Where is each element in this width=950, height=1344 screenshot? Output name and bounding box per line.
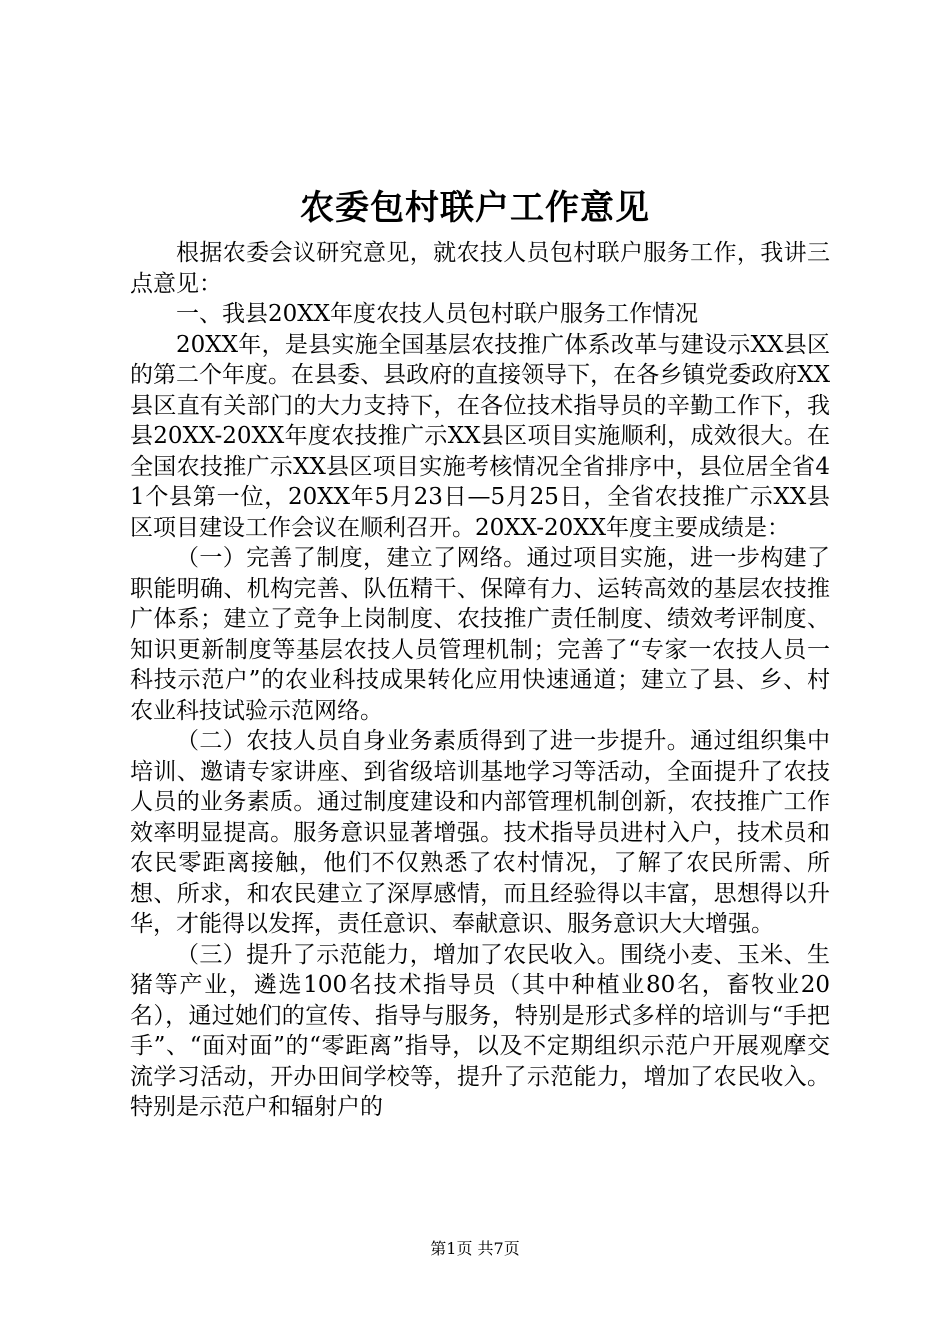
paragraph-item-2: （二）农技人员自身业务素质得到了进一步提升。通过组织集中培训、邀请专家讲座、到省级培训基地学习等活动，全面提升了农技人员的业务素质。通过制度建设和内部管理机制创新，农技推广工作效率明显提高。服务意识显著增强。技术指导员进村入户，技术员和农民零距离接触，他们不仅熟悉了农村情况，了解了农民所需、所想、所求，和农民建立了深厚感情，而且经验得以丰富，思想得以升华，才能得以发挥，责任意识、奉献意识、服务意识大大增强。 [130, 728, 830, 937]
document-title: 农委包村联户工作意见 [300, 188, 650, 228]
paragraph-overview: 20XX年，是县实施全国基层农技推广体系改革与建设示XX县区的第二个年度。在县委、县政府的直接领导下，在各乡镇党委政府XX县区直有关部门的大力支持下，在各位技术指导员的辛勤工作下，我县20XX-20XX年度农技推广示XX县区项目实施顺利，成效很大。在全国农技推广示XX县区项目实施考核情况全省排序中，县位居全省41个县第一位，20XX年5月23日—5月25日，全省农技推广示XX县区项目建设工作会议在顺利召开。20XX-20XX年度主要成绩是： [130, 331, 830, 541]
section-heading-1: 一、我县20XX年度农技人员包村联户服务工作情况 [176, 301, 699, 327]
paragraph-item-3: （三）提升了示范能力，增加了农民收入。围绕小麦、玉米、生猪等产业，遴选100名技术指导员（其中种植业80名，畜牧业20名），通过她们的宣传、指导与服务，特别是形式多样的培训与“手把手”、“面对面”的“零距离”指导，以及不定期组织示范户开展观摩交流学习活动，开办田间学校等，提升了示范能力，增加了农民收入。特别是示范户和辐射户的 [130, 941, 830, 1120]
paragraph-item-1: （一）完善了制度，建立了网络。通过项目实施，进一步构建了职能明确、机构完善、队伍精干、保障有力、运转高效的基层农技推广体系；建立了竞争上岗制度、农技推广责任制度、绩效考评制度、知识更新制度等基层农技人员管理机制；完善了“专家一农技人员一科技示范户”的农业科技成果转化应用快速通道；建立了县、乡、村农业科技试验示范网络。 [130, 545, 830, 724]
paragraph-intro: 根据农委会议研究意见，就农技人员包村联户服务工作，我讲三点意见： [130, 240, 830, 297]
page-footer: 第1页 共7页 [430, 1239, 520, 1258]
document-body [130, 238, 830, 1123]
